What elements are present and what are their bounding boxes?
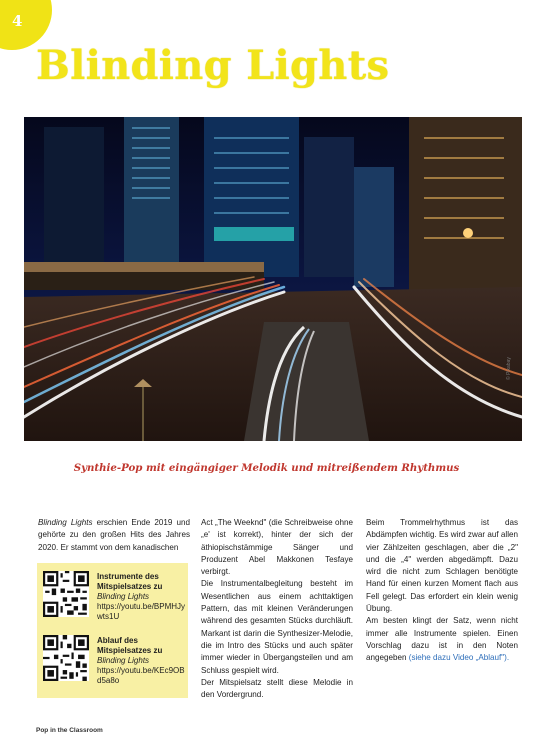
column3-paragraph-2-text: Am besten klingt der Satz, wenn nicht immer alle Instrumente spielen. Einen Vorschlag dazu ist in den Noten angegeben [366,616,518,663]
qr-info-box [37,563,188,698]
page-footer: Pop in the Classroom [36,727,103,734]
text-column-1 [38,517,190,554]
column2-paragraph-2: Die Instrumentalbegleitung besteht im Wesentlichen aus einem achttaktigen Pattern, das mit kleinen Veränderungen während des gesamten Stücks durchläuft. Markant ist darin die Synthesizer-Melodie, die im Intro des Stücks und auch später immer wieder in Übergangsteilen und am Schluss gespielt wird. [201,579,353,675]
text-column-3 [366,517,518,665]
column3-paragraph-1: Beim Trommelrhythmus ist das Abdämpfen wichtig. Es wird zwar auf allen vier Zählzeiten geschlagen, aber die „2" und die „4" werden abgedämpft. Dazu wird die nicht zum Schlagen benötigte Hand für einen kurzen Moment flach aus Fell gelegt. Das erfordert ein klein wenig Übung. [366,518,518,614]
qr-url-link[interactable]: https://youtu.be/BPMHJywts1U [97,602,186,621]
qr-item-text [97,572,187,622]
intro-paragraph [38,517,190,554]
qr-song: Blinding Lights [97,592,150,601]
column3-paragraph-2 [366,615,518,664]
qr-code-icon[interactable] [43,635,89,681]
video-ablauf-link[interactable]: (siehe dazu Video „Ablauf"). [408,653,510,663]
qr-song: Blinding Lights [97,656,150,665]
qr-item-instrumente [43,571,185,629]
intro-text: erschien Ende 2019 und gehörte zu den großen Hits des Jahres 2020. Er stammt von dem kanadischen [38,518,190,552]
page-title: Blinding Lights [36,42,390,89]
column2-paragraph-3: Der Mitspielsatz stellt diese Melodie in den Vordergrund. [201,677,353,700]
song-title-italic: Blinding Lights [38,518,93,527]
page-number: 4 [12,12,23,30]
qr-item-ablauf [43,635,185,693]
text-column-2 [201,517,353,701]
qr-url-link[interactable]: https://youtu.be/KEc9OBd5a8o [97,666,185,685]
photo-credit: © Pixabay [506,357,512,380]
article-subtitle: Synthie-Pop mit eingängiger Melodik und mitreißendem Rhythmus [73,462,460,474]
qr-code-icon[interactable] [43,571,89,617]
qr-item-text [97,636,187,686]
hero-photo [24,117,522,441]
qr-heading: Instrumente des Mitspielsatzes zu [97,572,163,591]
city-night-photo [24,117,522,441]
column2-paragraph-1: Act „The Weeknd" (die Schreibweise ohne „e' ist korrekt), hinter der sich der äthiopischstämmige Sänger und Produzent Abel Makkonen Tesfaye verbirgt. [201,518,353,577]
qr-heading: Ablauf des Mitspielsatzes zu [97,636,163,655]
